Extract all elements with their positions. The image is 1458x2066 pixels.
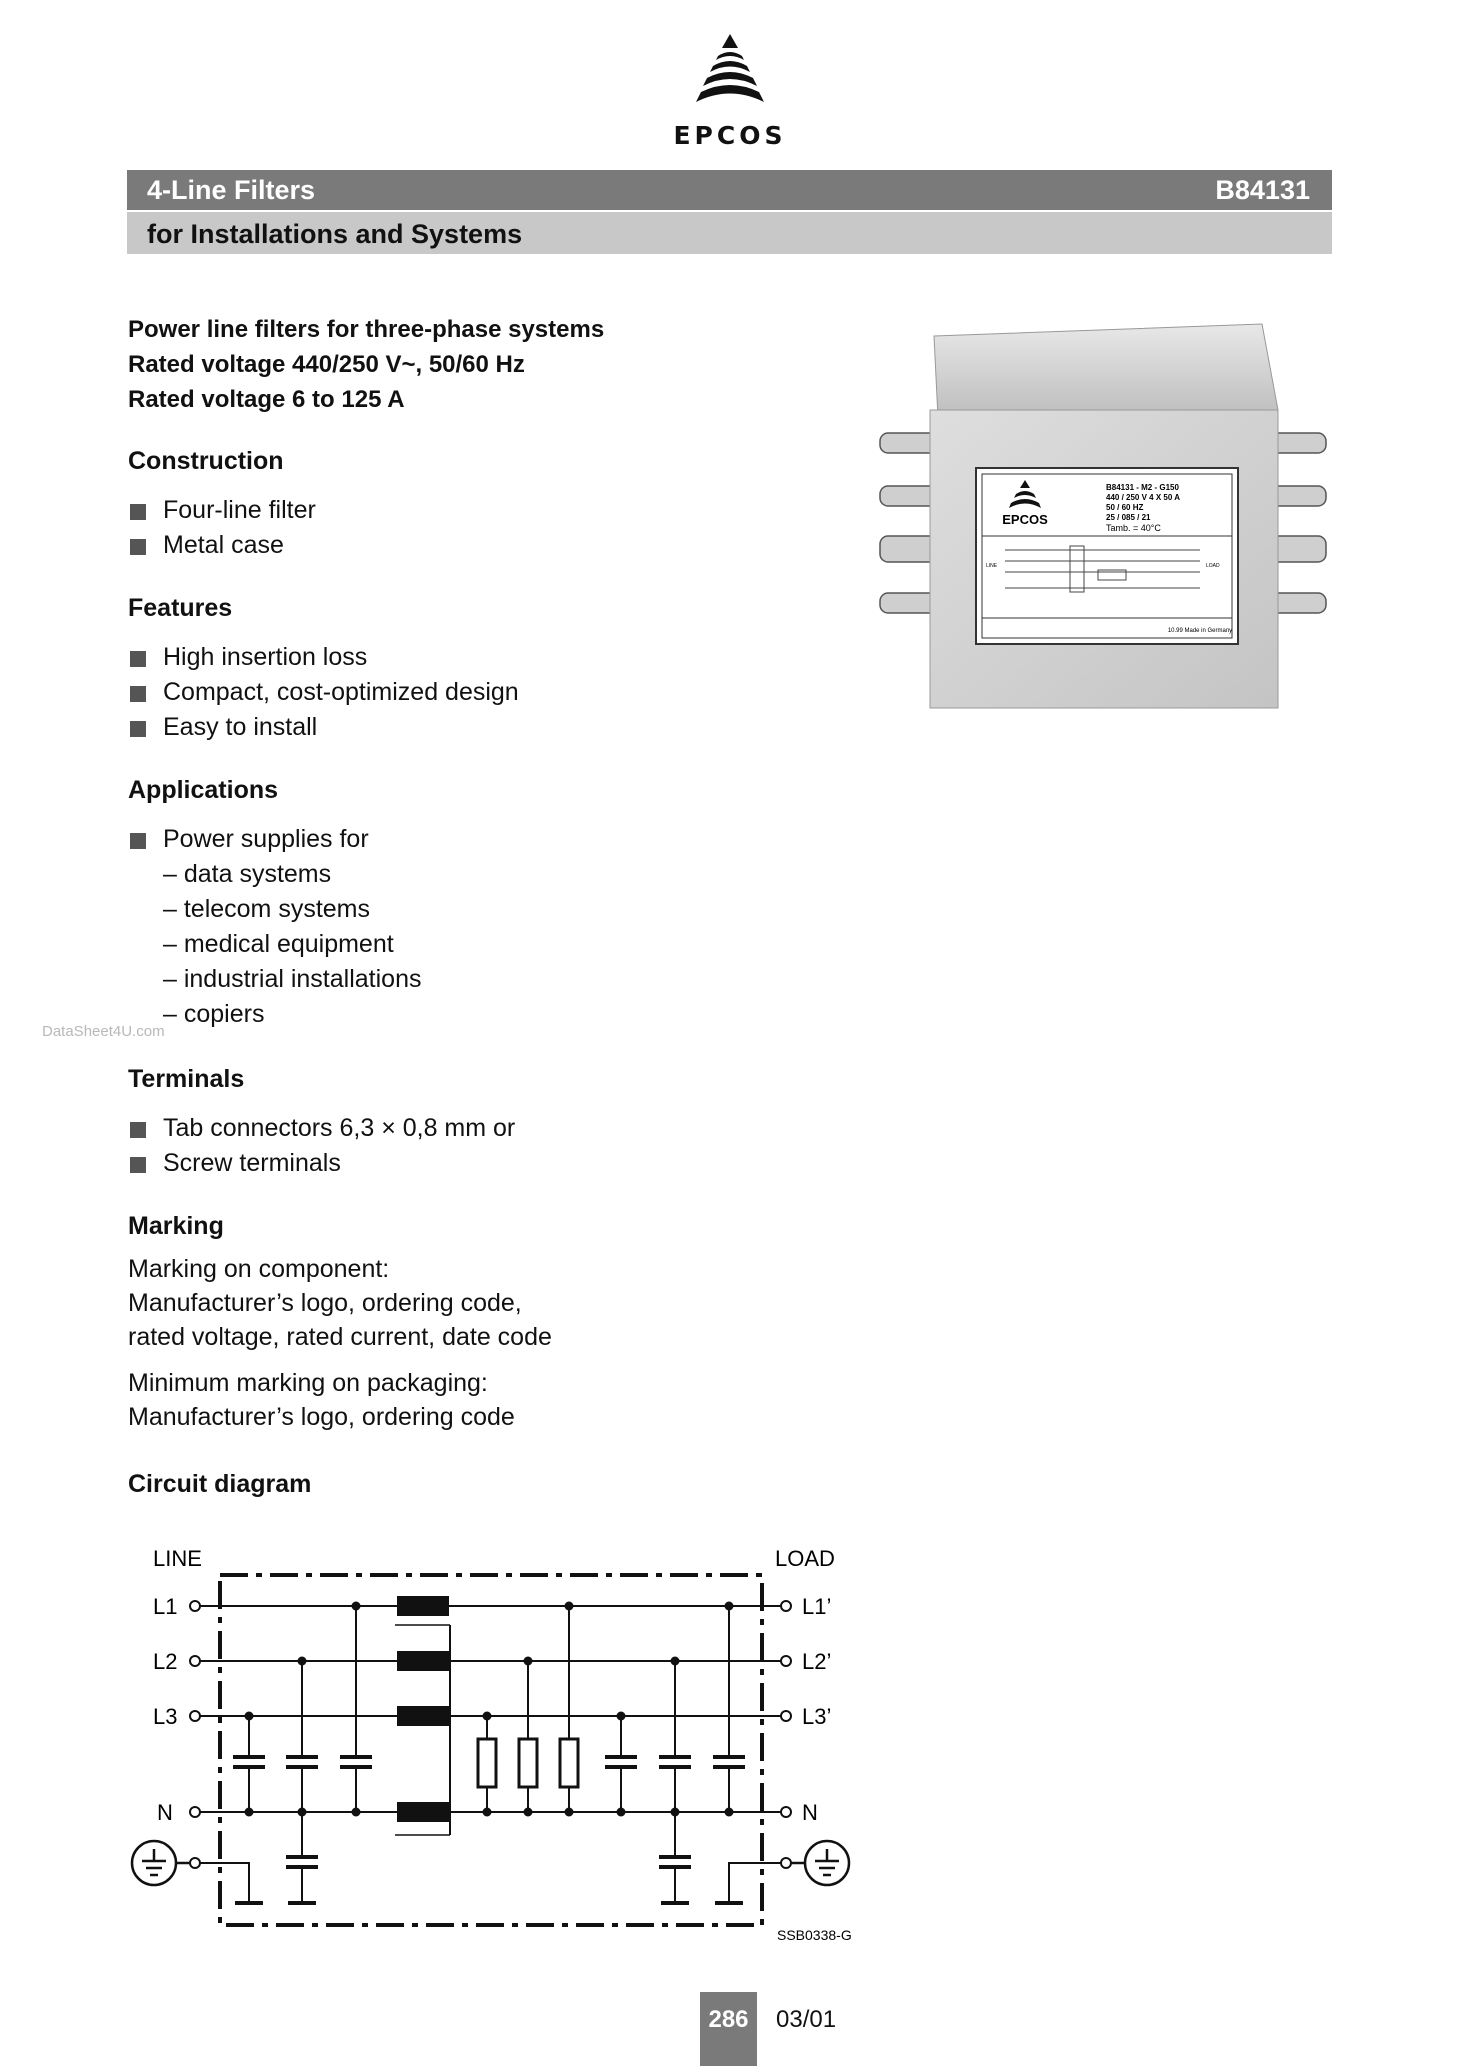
watermark: DataSheet4U.com — [42, 1023, 165, 1040]
circuit-diagram — [125, 1535, 885, 1950]
list-item: – industrial installations — [163, 965, 422, 993]
page-title: 4-Line Filters — [147, 175, 316, 205]
terminal-l3: L3 — [153, 1704, 178, 1729]
applications-sublist — [163, 857, 421, 1032]
x-capacitors-right — [605, 1606, 745, 1812]
discharge-resistors — [478, 1606, 578, 1812]
terminal-circles — [190, 1601, 791, 1868]
epcos-logo — [660, 30, 800, 150]
list-item: High insertion loss — [128, 640, 519, 675]
list-item: – medical equipment — [163, 930, 394, 958]
list-item: Metal case — [128, 528, 316, 563]
terminal-l1-out: L1’ — [802, 1594, 832, 1619]
list-item: Screw terminals — [128, 1146, 515, 1181]
circuit-code: SSB0338-G — [777, 1927, 852, 1943]
epcos-logo-icon — [680, 30, 780, 116]
load-label: LOAD — [775, 1546, 835, 1571]
list-item: Tab connectors 6,3 × 0,8 mm or — [128, 1111, 515, 1146]
list-item: Four-line filter — [128, 493, 316, 528]
bullet-square-icon — [130, 651, 146, 667]
circuit-heading: Circuit diagram — [128, 1470, 312, 1498]
page-number: 286 — [700, 1992, 757, 2066]
marking-component-paragraph: Marking on component: Manufacturer’s logo, ordering code, rated voltage, rated current, date code — [128, 1255, 552, 1351]
part-number: B84131 — [1215, 175, 1310, 205]
list-item: – data systems — [163, 860, 332, 888]
intro-line: Rated voltage 440/250 V~, 50/60 Hz — [128, 351, 525, 378]
terminal-l1: L1 — [153, 1594, 178, 1619]
bullet-square-icon — [130, 833, 146, 849]
epcos-logo-text: EPCOS — [673, 121, 787, 150]
label-line: 25 / 085 / 21 — [1106, 513, 1151, 522]
applications-list — [128, 822, 369, 857]
terminal-n-out: N — [802, 1800, 818, 1825]
earth-ground-icon — [791, 1841, 849, 1885]
product-photo — [870, 318, 1330, 723]
terminal-l2: L2 — [153, 1649, 178, 1674]
label-brand: EPCOS — [1002, 512, 1048, 527]
bullet-square-icon — [130, 1157, 146, 1173]
list-item: Compact, cost-optimized design — [128, 675, 519, 710]
earth-ground-icon — [132, 1841, 190, 1885]
subtitle-bar — [127, 212, 1332, 254]
bullet-square-icon — [130, 539, 146, 555]
features-heading: Features — [128, 594, 233, 622]
bullet-square-icon — [130, 721, 146, 737]
construction-list — [128, 493, 316, 563]
bullet-square-icon — [130, 686, 146, 702]
marking-packaging-paragraph: Minimum marking on packaging: Manufacturer’s logo, ordering code — [128, 1369, 515, 1431]
features-list — [128, 640, 519, 745]
label-line-side: LINE — [986, 563, 998, 569]
choke-coils — [395, 1596, 450, 1835]
terminal-n: N — [157, 1800, 173, 1825]
issue-date: 03/01 — [776, 2006, 837, 2033]
terminal-l3-out: L3’ — [802, 1704, 832, 1729]
y-capacitors — [235, 1812, 745, 1903]
intro-block — [128, 312, 604, 417]
terminals-list — [128, 1111, 515, 1181]
label-load-side: LOAD — [1206, 563, 1220, 569]
bullet-square-icon — [130, 504, 146, 520]
page-subtitle: for Installations and Systems — [147, 219, 523, 249]
label-line: 440 / 250 V 4 X 50 A — [1106, 493, 1180, 502]
terminals-heading: Terminals — [128, 1065, 245, 1093]
x-capacitors-left — [233, 1606, 372, 1812]
title-bar — [127, 170, 1332, 210]
label-made-in: 10.99 Made in Germany — [1167, 628, 1233, 634]
terminal-l2-out: L2’ — [802, 1649, 832, 1674]
line-label: LINE — [153, 1546, 202, 1571]
label-line: 50 / 60 HZ — [1106, 503, 1144, 512]
intro-line: Rated voltage 6 to 125 A — [128, 386, 405, 413]
construction-heading: Construction — [128, 447, 284, 475]
marking-heading: Marking — [128, 1212, 224, 1240]
list-item: – copiers — [163, 1000, 265, 1028]
list-item: – telecom systems — [163, 895, 371, 923]
intro-line: Power line filters for three-phase systems — [128, 316, 605, 343]
list-item: Power supplies for — [128, 822, 369, 857]
label-line: B84131 - M2 - G150 — [1106, 483, 1179, 492]
list-item: Easy to install — [128, 710, 519, 745]
label-line: Tamb. = 40°C — [1106, 523, 1161, 533]
conductor-lines — [200, 1606, 781, 1863]
bullet-square-icon — [130, 1122, 146, 1138]
applications-heading: Applications — [128, 776, 279, 804]
